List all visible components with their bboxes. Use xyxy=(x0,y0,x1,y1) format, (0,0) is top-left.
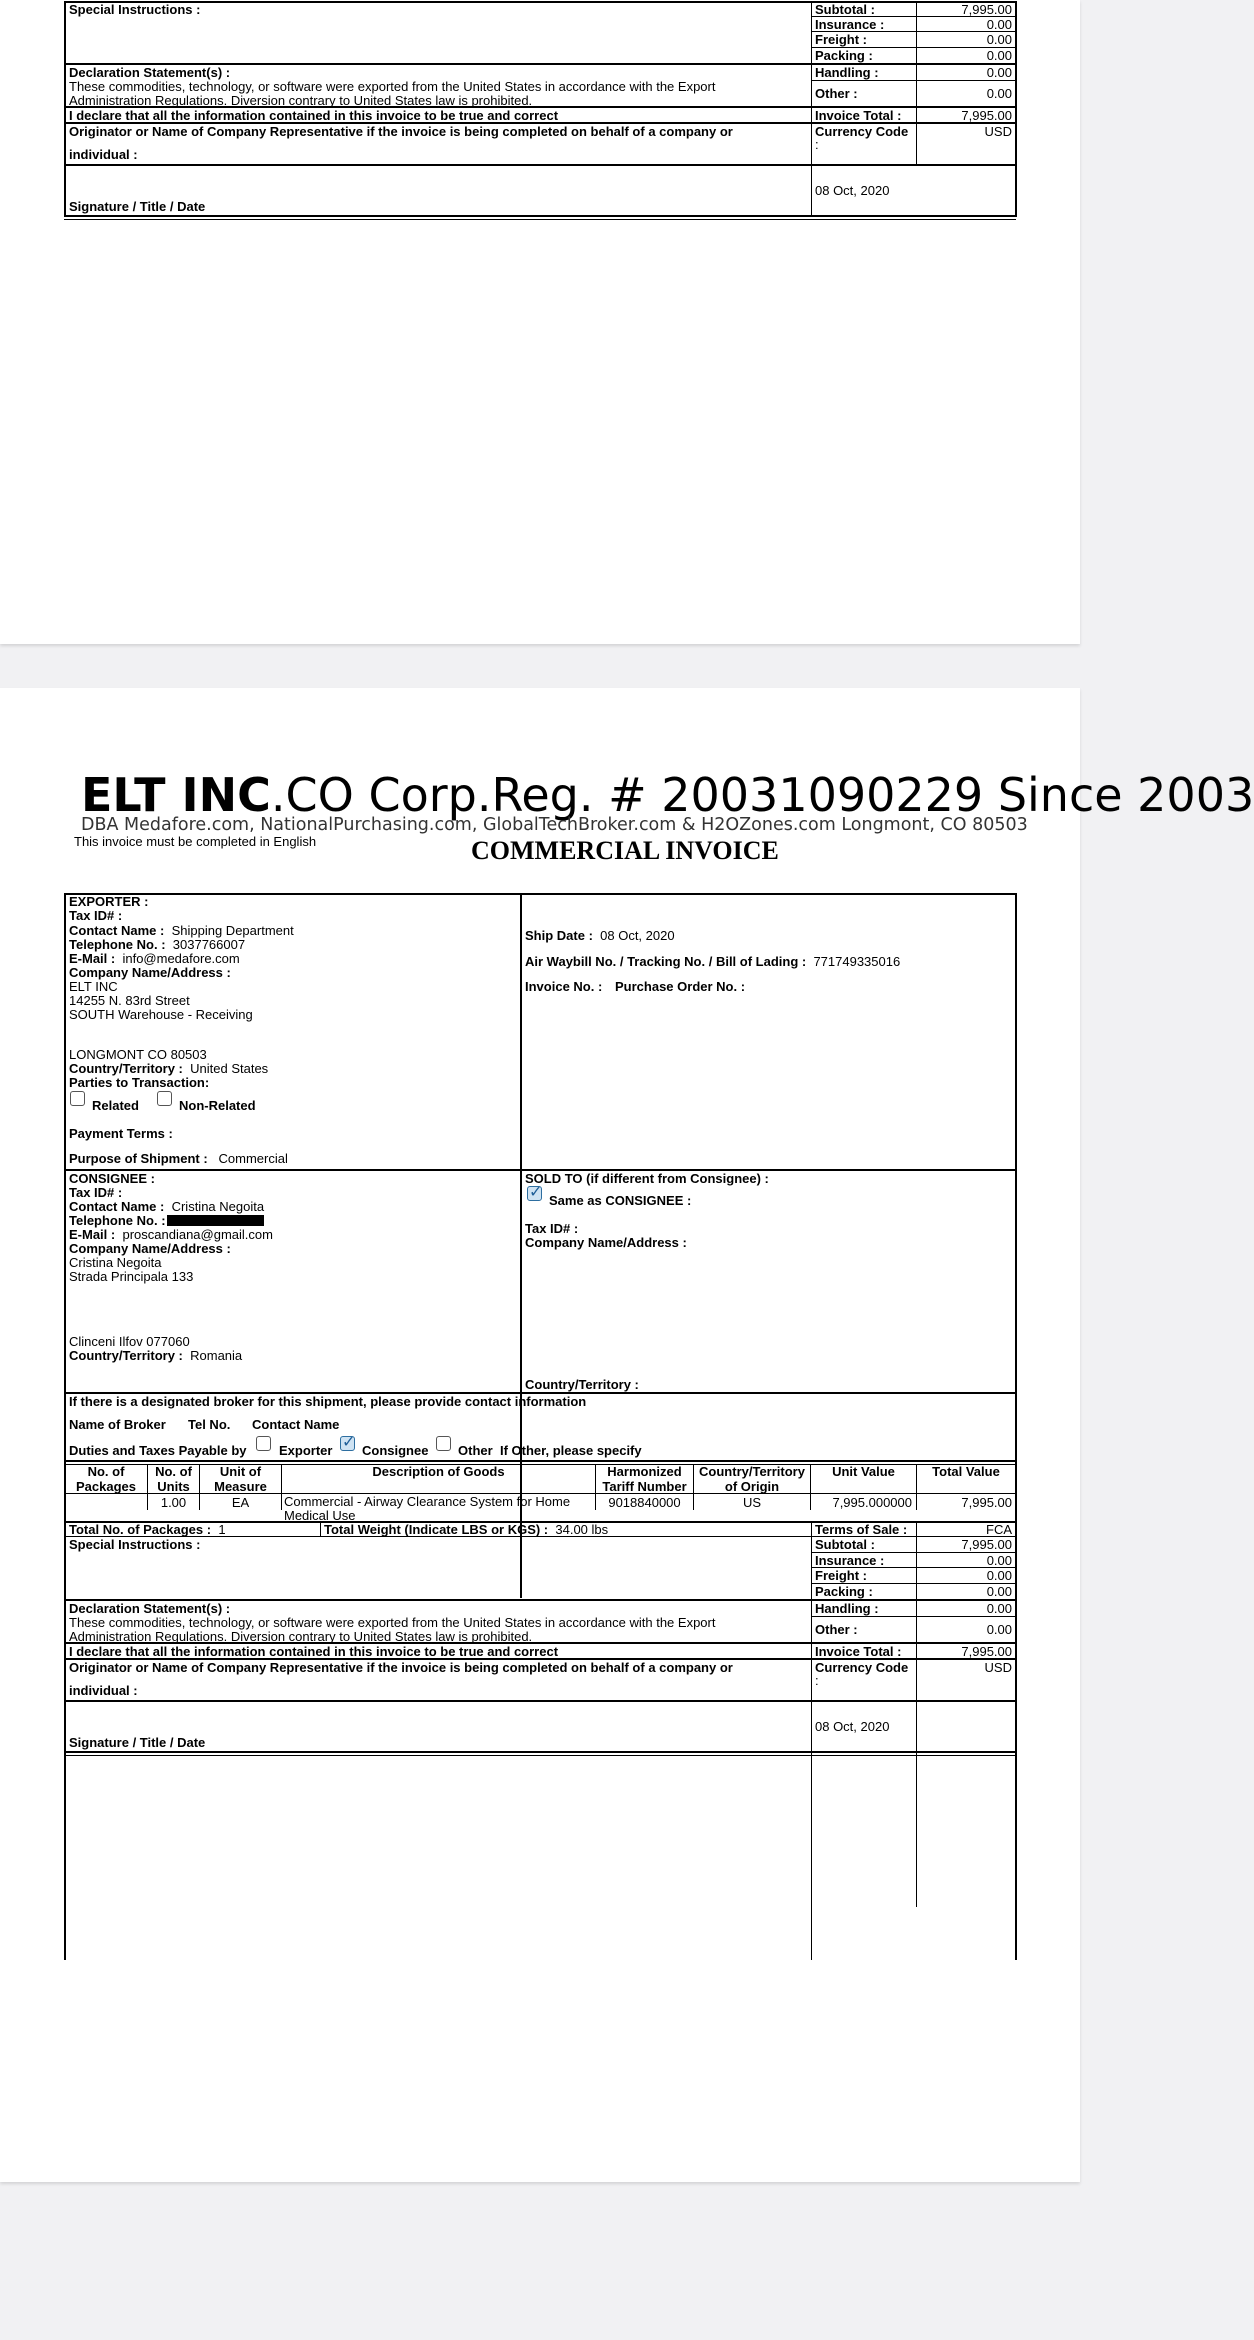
originator-line-2: individual : xyxy=(69,147,138,162)
col-packages-header: No. of Packages xyxy=(76,1464,136,1494)
same-as-consignee-label: Same as CONSIGNEE : xyxy=(549,1193,692,1208)
exporter-company-label: Company Name/Address : xyxy=(69,965,231,980)
company-brand-line xyxy=(81,768,1254,822)
col-units-header: No. of Units xyxy=(155,1464,192,1494)
exporter-country-label: Country/Territory : xyxy=(69,1061,183,1076)
purpose-of-shipment xyxy=(69,1151,288,1166)
brand-bold: ELT INC xyxy=(81,768,271,822)
awb-label: Air Waybill No. / Tracking No. / Bill of Lading : xyxy=(525,954,807,969)
insurance-label-2: Insurance : xyxy=(815,1553,885,1568)
broker-note: If there is a designated broker for this shipment, please provide contact information xyxy=(69,1394,587,1409)
invoice-total-label-2: Invoice Total : xyxy=(815,1644,902,1659)
consignee-contact-label: Contact Name : xyxy=(69,1199,165,1214)
exporter-address-2: 14255 N. 83rd Street xyxy=(69,993,190,1008)
broker-tel-label: Tel No. xyxy=(188,1417,231,1432)
terms-of-sale-value: FCA xyxy=(986,1522,1012,1537)
duties-label: Duties and Taxes Payable by xyxy=(69,1443,247,1458)
signature-label-2: Signature / Title / Date xyxy=(69,1735,206,1750)
ship-date-value: 08 Oct, 2020 xyxy=(600,928,675,943)
other-value-2: 0.00 xyxy=(986,1622,1012,1637)
ship-date-label: Ship Date : xyxy=(525,928,593,943)
total-weight-value: 34.00 lbs xyxy=(555,1522,609,1537)
consignee-email xyxy=(69,1227,273,1242)
sold-to-heading: SOLD TO (if different from Consignee) : xyxy=(525,1171,769,1186)
originator-line-1-2: Originator or Name of Company Representative if the invoice is being completed on behalf of a company or xyxy=(69,1660,733,1675)
declaration-line-1-2: These commodities, technology, or software were exported from the United States in accordance with the Export xyxy=(69,1615,716,1630)
row-total-value: 7,995.00 xyxy=(961,1495,1012,1510)
total-packages xyxy=(69,1522,226,1537)
broker-name-label: Name of Broker xyxy=(69,1417,166,1432)
total-packages-label: Total No. of Packages : xyxy=(69,1522,212,1537)
col-measure-header: Unit of Measure xyxy=(214,1464,267,1494)
signature-label: Signature / Title / Date xyxy=(69,199,206,214)
consignee-country xyxy=(69,1348,242,1363)
exporter-address-4: LONGMONT CO 80503 xyxy=(69,1047,207,1062)
subtotal-label-2: Subtotal : xyxy=(815,1537,875,1552)
dba-line: DBA Medafore.com, NationalPurchasing.com, GlobalTechBroker.com & H2OZones.com Longmont, CO 80503 xyxy=(81,815,1028,835)
total-weight xyxy=(324,1522,608,1537)
currency-code-label: Currency Code xyxy=(815,124,909,139)
declaration-line-2: Administration Regulations. Diversion contrary to United States law is prohibited. xyxy=(69,93,533,108)
invoice-total-label: Invoice Total : xyxy=(815,108,902,123)
col-total-value-header: Total Value xyxy=(932,1464,1000,1479)
redacted-phone xyxy=(167,1215,264,1226)
col-description-header: Description of Goods xyxy=(372,1464,505,1479)
consignee-email-label: E-Mail : xyxy=(69,1227,116,1242)
ship-date xyxy=(525,928,675,943)
consignee-country-value: Romania xyxy=(190,1348,243,1363)
consignee-address-1: Cristina Negoita xyxy=(69,1255,162,1270)
invoice-total-value: 7,995.00 xyxy=(961,108,1012,123)
packing-label-2: Packing : xyxy=(815,1584,873,1599)
exporter-address-3: SOUTH Warehouse - Receiving xyxy=(69,1007,253,1022)
other-label: Other : xyxy=(815,86,858,101)
consignee-contact xyxy=(69,1199,264,1214)
consignee-heading: CONSIGNEE : xyxy=(69,1171,155,1186)
invoice-page-2 xyxy=(0,688,1254,2182)
declare-statement: I declare that all the information contained in this invoice to be true and correct xyxy=(69,108,559,123)
currency-value: USD xyxy=(984,124,1012,139)
consignee-company-label: Company Name/Address : xyxy=(69,1241,231,1256)
invoice-number-label: Invoice No. : xyxy=(525,979,603,994)
consignee-country-label: Country/Territory : xyxy=(69,1348,183,1363)
row-units: 1.00 xyxy=(160,1495,187,1510)
same-as-consignee-checkbox[interactable] xyxy=(527,1186,542,1201)
exporter-tax-id: Tax ID# : xyxy=(69,908,123,923)
special-instructions-label-2: Special Instructions : xyxy=(69,1537,201,1552)
currency-colon-2: : xyxy=(815,1673,819,1688)
exporter-phone-label: Telephone No. : xyxy=(69,937,166,952)
col-tariff-header: Harmonized Tariff Number xyxy=(602,1464,687,1494)
consignee-address-3: Clinceni Ilfov 077060 xyxy=(69,1334,190,1349)
row-description: Commercial - Airway Clearance System for Home Medical Use xyxy=(284,1494,571,1523)
exporter-country-value: United States xyxy=(190,1061,269,1076)
english-note: This invoice must be completed in English xyxy=(74,834,317,849)
exporter-phone-value: 3037766007 xyxy=(172,937,246,952)
total-weight-label: Total Weight (Indicate LBS or KGS) : xyxy=(324,1522,549,1537)
consignee-tax-id: Tax ID# : xyxy=(69,1185,123,1200)
duties-exporter-label: Exporter xyxy=(279,1443,333,1458)
non-related-label: Non-Related xyxy=(179,1098,256,1113)
related-checkbox[interactable] xyxy=(70,1091,85,1106)
consignee-email-value: proscandiana@gmail.com xyxy=(122,1227,273,1242)
declaration-line-1: These commodities, technology, or software were exported from the United States in accordance with the Export xyxy=(69,79,716,94)
packing-value-2: 0.00 xyxy=(986,1584,1012,1599)
handling-label: Handling : xyxy=(815,65,879,80)
purpose-value: Commercial xyxy=(218,1151,288,1166)
handling-value-2: 0.00 xyxy=(986,1601,1012,1616)
duties-consignee-checkbox[interactable] xyxy=(340,1436,355,1451)
invoice-total-value-2: 7,995.00 xyxy=(961,1644,1012,1659)
invoice-title: COMMERCIAL INVOICE xyxy=(471,836,779,865)
declaration-title-2: Declaration Statement(s) : xyxy=(69,1601,231,1616)
terms-of-sale-label: Terms of Sale : xyxy=(815,1522,908,1537)
currency-colon: : xyxy=(815,137,819,152)
col-origin-header: Country/Territory of Origin xyxy=(699,1464,805,1494)
special-instructions-label: Special Instructions : xyxy=(69,2,201,17)
freight-label: Freight : xyxy=(815,32,867,47)
declare-statement-2: I declare that all the information contained in this invoice to be true and correct xyxy=(69,1644,559,1659)
payment-terms-label: Payment Terms : xyxy=(69,1126,173,1141)
subtotal-value-2: 7,995.00 xyxy=(961,1537,1012,1552)
insurance-value: 0.00 xyxy=(986,17,1012,32)
exporter-contact-label: Contact Name : xyxy=(69,923,165,938)
air-waybill xyxy=(525,954,900,969)
duties-consignee-label: Consignee xyxy=(362,1443,429,1458)
total-packages-value: 1 xyxy=(218,1522,226,1537)
brand-rest: .CO Corp.Reg. # 20031090229 Since 2003 xyxy=(270,768,1254,822)
row-unit-value: 7,995.000000 xyxy=(832,1495,912,1510)
declaration-title: Declaration Statement(s) : xyxy=(69,65,231,80)
exporter-address-1: ELT INC xyxy=(69,979,118,994)
duties-other-label: Other xyxy=(458,1443,493,1458)
consignee-address-2: Strada Principala 133 xyxy=(69,1269,194,1284)
duties-exporter-checkbox[interactable] xyxy=(256,1436,271,1451)
col-unit-value-header: Unit Value xyxy=(832,1464,895,1479)
exporter-country xyxy=(69,1061,268,1076)
consignee-phone-label: Telephone No. : xyxy=(69,1213,166,1228)
awb-value: 771749335016 xyxy=(813,954,901,969)
invoice-page-1 xyxy=(0,0,1080,644)
subtotal-label: Subtotal : xyxy=(815,2,875,17)
originator-line-2-2: individual : xyxy=(69,1683,138,1698)
row-origin: US xyxy=(742,1495,762,1510)
sign-date-2: 08 Oct, 2020 xyxy=(815,1719,890,1734)
freight-value-2: 0.00 xyxy=(986,1568,1012,1583)
exporter-contact-value: Shipping Department xyxy=(171,923,294,938)
packing-value: 0.00 xyxy=(986,48,1012,63)
exporter-email-value: info@medafore.com xyxy=(122,951,240,966)
parties-label: Parties to Transaction: xyxy=(69,1075,210,1090)
other-value: 0.00 xyxy=(986,86,1012,101)
exporter-email-label: E-Mail : xyxy=(69,951,116,966)
exporter-heading: EXPORTER : xyxy=(69,894,149,909)
sold-to-country-label: Country/Territory : xyxy=(525,1377,639,1392)
handling-label-2: Handling : xyxy=(815,1601,879,1616)
purchase-order-label: Purchase Order No. : xyxy=(615,979,746,994)
packing-label: Packing : xyxy=(815,48,873,63)
insurance-value-2: 0.00 xyxy=(986,1553,1012,1568)
duties-other-checkbox[interactable] xyxy=(436,1436,451,1451)
exporter-email xyxy=(69,951,240,966)
sold-to-tax-id: Tax ID# : xyxy=(525,1221,579,1236)
row-measure: EA xyxy=(231,1495,250,1510)
freight-value: 0.00 xyxy=(986,32,1012,47)
duties-other-specify: If Other, please specify xyxy=(500,1443,642,1458)
insurance-label: Insurance : xyxy=(815,17,885,32)
sold-to-company-label: Company Name/Address : xyxy=(525,1235,687,1250)
consignee-contact-value: Cristina Negoita xyxy=(171,1199,265,1214)
non-related-checkbox[interactable] xyxy=(157,1091,172,1106)
purpose-label: Purpose of Shipment : xyxy=(69,1151,208,1166)
currency-code-label-2: Currency Code xyxy=(815,1660,909,1675)
declaration-line-2-2: Administration Regulations. Diversion contrary to United States law is prohibited. xyxy=(69,1629,533,1644)
currency-value-2: USD xyxy=(984,1660,1012,1675)
other-label-2: Other : xyxy=(815,1622,858,1637)
subtotal-value: 7,995.00 xyxy=(961,2,1012,17)
originator-line-1: Originator or Name of Company Representative if the invoice is being completed on behalf of a company or xyxy=(69,124,733,139)
row-tariff: 9018840000 xyxy=(608,1495,681,1510)
exporter-phone xyxy=(69,937,245,952)
broker-contact-label: Contact Name xyxy=(252,1417,340,1432)
handling-value: 0.00 xyxy=(986,65,1012,80)
related-label: Related xyxy=(92,1098,139,1113)
exporter-contact xyxy=(69,923,294,938)
sign-date: 08 Oct, 2020 xyxy=(815,183,890,198)
freight-label-2: Freight : xyxy=(815,1568,867,1583)
